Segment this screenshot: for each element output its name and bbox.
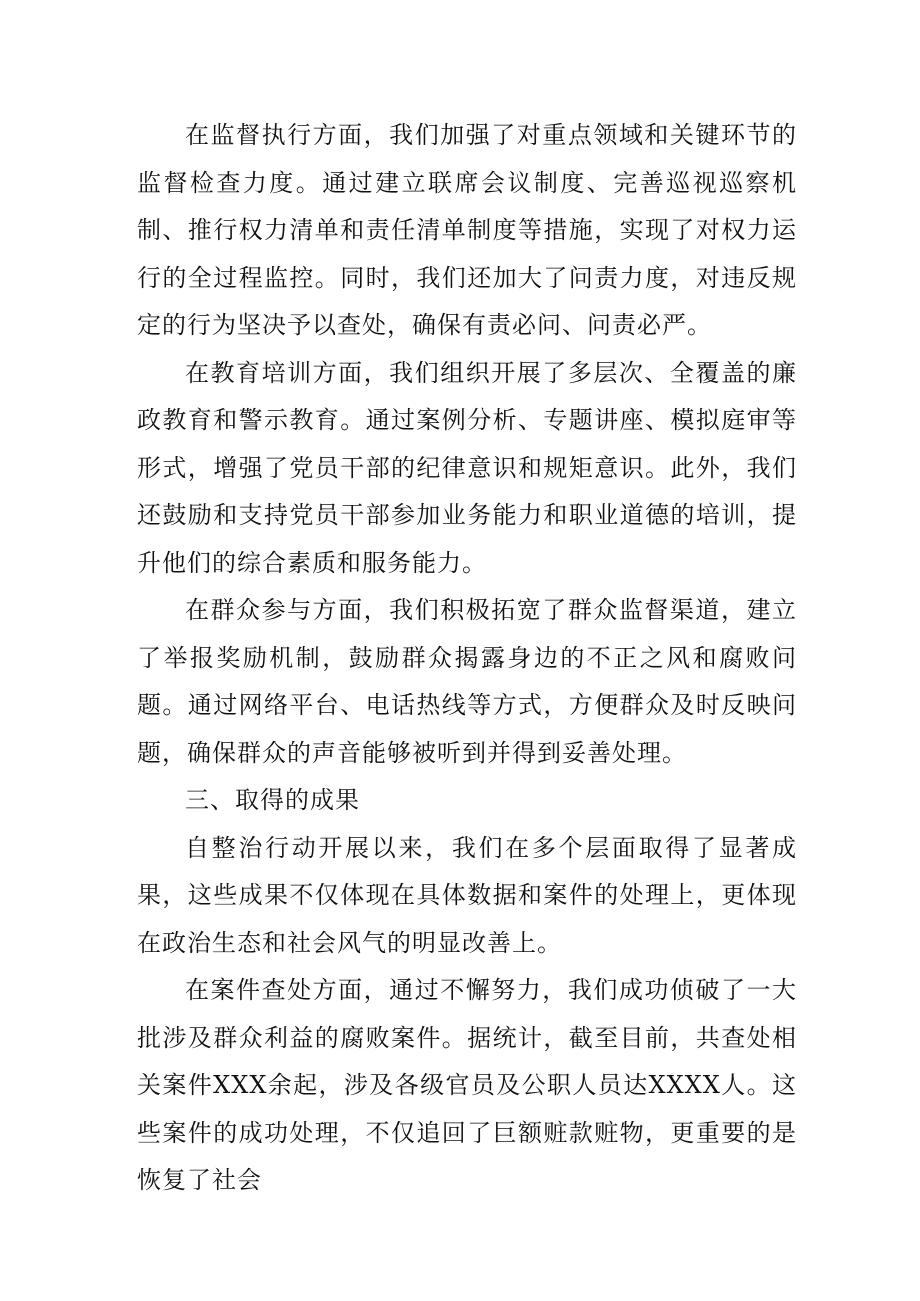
section-heading-results: 三、取得的成果 xyxy=(185,786,360,814)
paragraph-case-handling: 在案件查处方面，通过不懈努力，我们成功侦破了一大批涉及群众利益的腐败案件。据统计，截至目前，共查处相关案件XXX余起，涉及各级官员及公职人员达XXXX人。这些案件的成功处理，不仅追回了巨额赃款赃物，更重要的是恢复了社会 xyxy=(137,976,797,1194)
paragraph-supervision: 在监督执行方面，我们加强了对重点领域和关键环节的监督检查力度。通过建立联席会议制度、完善巡视巡察机制、推行权力清单和责任清单制度等措施，实现了对权力运行的全过程监控。同时，我们还加大了问责力度，对违反规定的行为坚决予以查处，确保有责必问、问责必严。 xyxy=(137,121,797,339)
paragraph-public-participation: 在群众参与方面，我们积极拓宽了群众监督渠道，建立了举报奖励机制，鼓励群众揭露身边的不正之风和腐败问题。通过网络平台、电话热线等方式，方便群众及时反映问题，确保群众的声音能够被听到并得到妥善处理。 xyxy=(137,596,797,767)
paragraph-results-overview: 自整治行动开展以来，我们在多个层面取得了显著成果，这些成果不仅体现在具体数据和案件的处理上，更体现在政治生态和社会风气的明显改善上。 xyxy=(137,833,797,957)
document-body xyxy=(137,112,797,1205)
paragraph-education: 在教育培训方面，我们组织开展了多层次、全覆盖的廉政教育和警示教育。通过案例分析、专题讲座、模拟庭审等形式，增强了党员干部的纪律意识和规矩意识。此外，我们还鼓励和支持党员干部参加业务能力和职业道德的培训，提升他们的综合素质和服务能力。 xyxy=(137,358,797,577)
